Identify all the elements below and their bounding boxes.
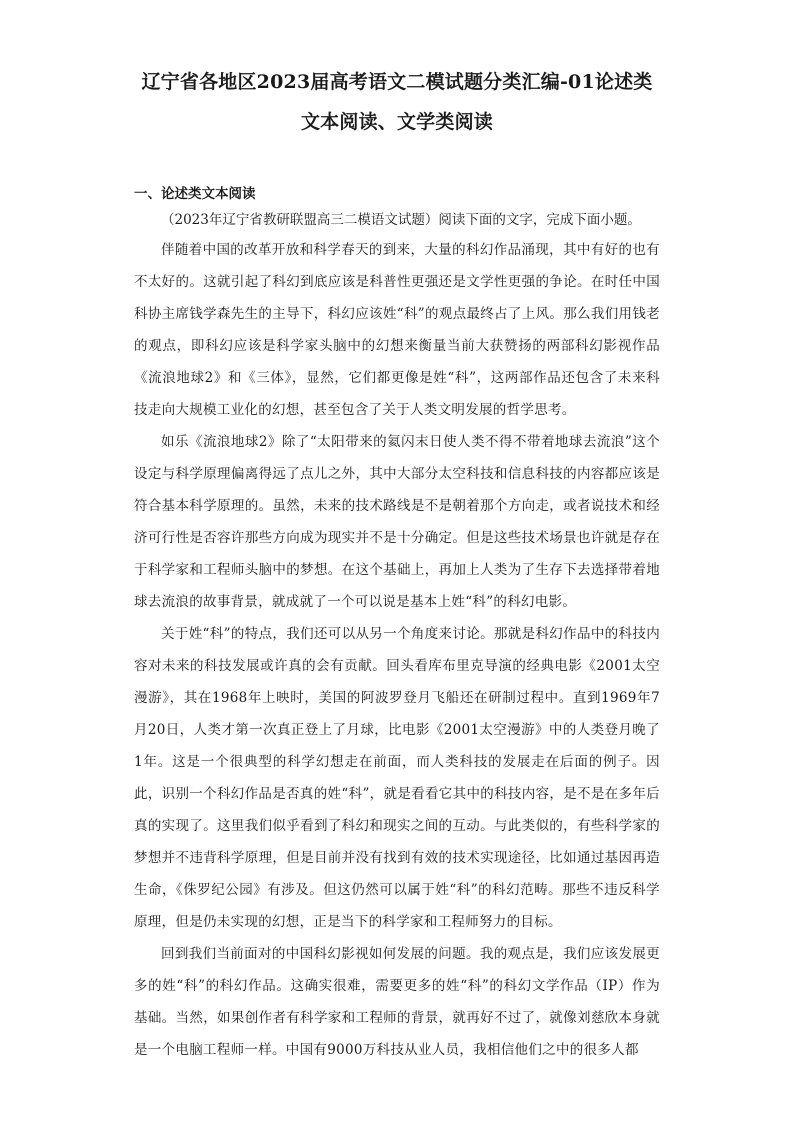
paragraph-4: 回到我们当前面对的中国科幻影视如何发展的问题。我的观点是，我们应该发展更多的姓“科”的科幻作品。这确实很难，需要更多的姓“科”的科幻文学作品（IP）作为基础。当然，如果创作者有科学家和工程师的背景，就再好不过了，就像刘慈欣本身就是一个电脑工程师一样。中国有9000万科技从业人员，我相信他们之中的很多人都 — [134, 946, 660, 1058]
paragraph-2: 如乐《流浪地球2》除了“太阳带来的氦闪末日使人类不得不带着地球去流浪”这个设定与科学原理偏离得远了点儿之外，其中大部分太空科技和信息科技的内容都应该是符合基本科学原理的。虽然，未来的技术路线是不是朝着那个方向走，或者说技术和经济可行性是否容许那些方向成为现实并不是十分确定。但是这些技术场景也许就是存在于科学家和工程师头脑中的梦想。在这个基础上，再加上人类为了生存下去选择带着地球去流浪的故事背景，就成就了一个可以说是基本上姓“科”的科幻电影。 — [134, 434, 660, 610]
section-heading: 一、论述类文本阅读 — [134, 186, 256, 202]
document-title-line-2: 文本阅读、文学类阅读 — [300, 111, 493, 133]
document-title-line-1: 辽宁省各地区2023届高考语文二模试题分类汇编-01论述类 — [141, 71, 653, 93]
paragraph-1: 伴随着中国的改革开放和科学春天的到来，大量的科幻作品涌现，其中有好的也有不太好的。这就引起了科幻到底应该是科普性更强还是文学性更强的争论。在时任中国科协主席钱学森先生的主导下，科幻应该姓“科”的观点最终占了上风。那么我们用钱老的观点，即科幻应该是科学家头脑中的幻想来衡量当前大获赞扬的两部科幻影视作品《流浪地球2》和《三体》，显然，它们都更像是姓“科”，这两部作品还包含了未来科技走向大规模工业化的幻想，甚至包含了关于人类文明发展的哲学思考。 — [134, 242, 660, 418]
source-line: （2023年辽宁省教研联盟高三二模语文试题）阅读下面的文字，完成下面小题。 — [161, 212, 641, 228]
paragraph-3: 关于姓“科”的特点，我们还可以从另一个角度来讨论。那就是科幻作品中的科技内容对未来的科技发展或许真的会有贡献。回头看库布里克导演的经典电影《2001太空漫游》，其在1968年上映时，美国的阿波罗登月飞船还在研制过程中。直到1969年7月20日，人类才第一次真正登上了月球，比电影《2001太空漫游》中的人类登月晚了1年。这是一个很典型的科学幻想走在前面，而人类科技的发展走在后面的例子。因此，识别一个科幻作品是否真的姓“科”，就是看看它其中的科技内容，是不是在多年后真的实现了。这里我们似乎看到了科幻和现实之间的互动。与此类似的，有些科学家的梦想并不违背科学原理，但是目前并没有找到有效的技术实现途径，比如通过基因再造生命，《侏罗纪公园》有涉及。但这仍然可以属于姓“科”的科幻范畴。那些不违反科学原理，但是仍未实现的幻想，正是当下的科学家和工程师努力的目标。 — [134, 626, 660, 930]
